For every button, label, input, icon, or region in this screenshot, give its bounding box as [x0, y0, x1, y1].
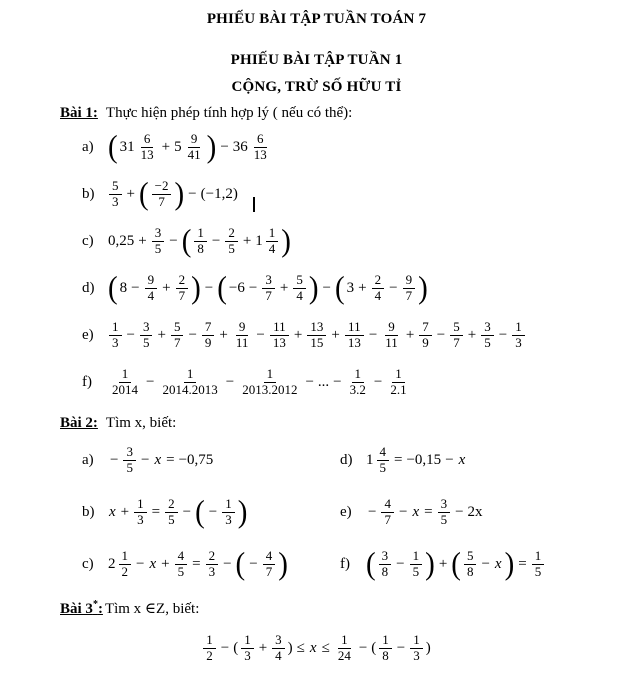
bai1-row-d[interactable] [82, 265, 633, 312]
operator: − [389, 280, 398, 296]
bai1-row-a[interactable] [82, 124, 633, 171]
fraction: $\frac{9}{11}$ [385, 319, 398, 350]
variable-x: x [154, 451, 162, 468]
open-paren: ( [108, 270, 118, 306]
fraction: $\frac{1}{2}$ [203, 633, 216, 663]
bai2-row-b[interactable] [82, 486, 340, 538]
fraction: $\frac{1}{5}$ [532, 549, 545, 579]
operator: + [258, 639, 268, 656]
item-label: f) [340, 555, 350, 572]
fraction: $\frac{1}{3}$ [410, 633, 423, 663]
close-paren: ) [174, 176, 185, 212]
open-paren: ( [138, 176, 149, 212]
bai2-row-d[interactable] [340, 434, 633, 486]
math-expression [107, 493, 248, 530]
operator: − [211, 233, 221, 249]
fraction: $\frac{4}{5}$ [377, 445, 390, 475]
bai1-label: Bài 1: [60, 105, 98, 121]
fraction: $\frac{1}{2014.2013}$ [162, 366, 218, 397]
math-expression [365, 445, 467, 475]
operator: + [126, 186, 135, 202]
fraction: $\frac{2}{3}$ [206, 549, 219, 579]
fraction: $\frac{1}{5}$ [410, 549, 423, 579]
operator: = [166, 451, 175, 468]
operator: + [331, 327, 340, 343]
operator: + [161, 555, 170, 572]
fraction: $\frac{6}{13}$ [253, 131, 267, 162]
fraction: $\frac{11}{13}$ [270, 320, 289, 350]
fraction: $\frac{1}{8}$ [379, 633, 392, 663]
operator: − [498, 327, 508, 343]
math-expression [107, 129, 272, 165]
bai2-items [82, 434, 633, 590]
open-paren: ( [181, 223, 192, 259]
close-paren: ) [191, 270, 201, 306]
math-text: 31 [119, 139, 135, 155]
operator: + [279, 280, 289, 296]
bai2-label: Bài 2: [60, 415, 98, 431]
operator: + [358, 280, 367, 296]
fraction: $\frac{5}{4}$ [293, 273, 306, 303]
operator: − [481, 555, 490, 572]
operator: − [455, 503, 464, 520]
operator: + [161, 139, 171, 155]
open-paren: ( [195, 493, 205, 530]
math-text: 0,25 [108, 233, 135, 249]
operator: − [220, 639, 230, 656]
math-text: ) [425, 639, 431, 656]
fraction: $\frac{3}{5}$ [481, 320, 494, 350]
operator: + [467, 327, 477, 343]
math-expression [107, 545, 289, 582]
operator: + [438, 555, 448, 572]
fraction: $\frac{2}{7}$ [176, 273, 189, 303]
item-label: e) [340, 503, 352, 520]
math-expression [107, 270, 429, 306]
fraction: $\frac{5}{8}$ [464, 549, 477, 579]
variable-x: x [309, 639, 317, 656]
bai3-instruction: Tìm x ∈Z, biết: [104, 601, 200, 617]
operator: − [131, 280, 140, 296]
fraction: $\frac{5}{7}$ [171, 320, 184, 350]
math-text: ) [287, 639, 293, 656]
math-text: 1 [366, 451, 374, 468]
item-label: c) [82, 555, 94, 572]
fraction: $\frac{1}{3}$ [134, 497, 147, 527]
math-text: ( [371, 639, 377, 656]
fraction: $\frac{9}{11}$ [235, 319, 249, 350]
math-expression [107, 320, 527, 350]
fraction: $\frac{1}{8}$ [194, 226, 207, 256]
item-label: d) [82, 280, 95, 296]
fraction: $\frac{1}{24}$ [337, 631, 351, 663]
math-expression [365, 497, 484, 527]
operator: − [225, 374, 235, 390]
operator: − [249, 555, 258, 572]
fraction: $\frac{2}{5}$ [225, 226, 238, 256]
item-label: f) [82, 374, 92, 390]
fraction: $\frac{3}{7}$ [262, 273, 275, 303]
bai2-row-e[interactable] [340, 486, 633, 538]
open-paren: ( [334, 270, 345, 306]
bai1-row-b[interactable] [82, 171, 633, 218]
math-expression [201, 633, 432, 663]
fraction: $\frac{3}{5}$ [152, 226, 165, 256]
math-expression [107, 367, 412, 397]
bai1-items [82, 124, 633, 406]
fraction: $\frac{3}{8}$ [379, 549, 392, 579]
bai3-row[interactable] [201, 626, 432, 670]
operator: + [157, 327, 166, 343]
bai3-label: Bài 3*: [60, 599, 103, 617]
operator: − [256, 327, 265, 343]
close-paren: ) [281, 223, 291, 259]
operator: − [223, 555, 232, 572]
math-text: −0,15 [406, 451, 442, 468]
open-paren: ( [235, 545, 246, 582]
fraction: $\frac{9}{41}$ [187, 131, 201, 162]
item-label: a) [82, 139, 94, 155]
operator: − [373, 374, 383, 390]
math-text: 36 [232, 139, 248, 155]
math-expression [107, 223, 292, 259]
math-text: 3 [346, 280, 355, 296]
math-text: −0,75 [178, 451, 214, 468]
fraction: $\frac{1}{3}$ [512, 320, 525, 350]
bai2-instruction: Tìm x, biết: [105, 415, 177, 431]
operator: = [518, 555, 527, 572]
operator: − [182, 503, 192, 520]
fraction: $\frac{1}{3}$ [241, 633, 254, 663]
operator: − [396, 639, 406, 656]
close-paren: ) [278, 545, 288, 582]
operator: + [293, 327, 303, 343]
fraction: $\frac{1}{2014}$ [112, 366, 138, 397]
operator: + [162, 280, 171, 296]
variable-x: x [149, 555, 157, 572]
operator: ≤ [296, 639, 305, 656]
fraction: $\frac{5}{7}$ [450, 320, 463, 350]
operator: − [396, 555, 405, 572]
fraction: $\frac{1}{3}$ [109, 320, 122, 350]
bai2-heading[interactable] [60, 415, 633, 432]
item-label: b) [82, 503, 95, 520]
math-text: ... [317, 374, 330, 390]
item-label: d) [340, 451, 353, 468]
math-text: 1 [255, 233, 263, 249]
bai1-row-f[interactable] [82, 359, 633, 406]
bai3-expression-wrap [0, 626, 633, 670]
fraction: $\frac{4}{7}$ [381, 497, 394, 527]
fraction: $\frac{9}{4}$ [145, 273, 158, 303]
operator: − [368, 327, 378, 343]
page-title: PHIẾU BÀI TẬP TUẦN TOÁN 7 [206, 11, 427, 27]
operator: = [394, 451, 403, 468]
page-subtitle: PHIẾU BÀI TẬP TUẦN 1 [230, 52, 403, 68]
fraction: $\frac{4}{7}$ [263, 549, 276, 579]
operator: − [208, 503, 218, 520]
fraction: $\frac{5}{3}$ [109, 179, 122, 209]
item-label: c) [82, 233, 94, 249]
math-text: (−1,2) [200, 186, 238, 202]
operator: − [188, 186, 197, 202]
open-paren: ( [217, 270, 227, 306]
math-text: 2 [108, 555, 116, 572]
bai2-row-a[interactable] [82, 434, 340, 486]
bai1-heading[interactable] [60, 105, 633, 122]
fraction: $\frac{9}{7}$ [403, 273, 416, 303]
math-text: 8 [119, 280, 128, 296]
operator: = [424, 503, 433, 520]
operator: − [110, 451, 119, 468]
close-paren: ) [418, 270, 428, 306]
operator: − [220, 139, 229, 155]
math-expression [107, 445, 214, 475]
math-text: 5 [174, 139, 182, 155]
operator: − [140, 451, 150, 468]
fraction: $\frac{1}{3}$ [222, 497, 235, 527]
close-paren: ) [425, 545, 435, 582]
fraction: $\frac{1}{2.1}$ [390, 366, 407, 397]
operator: + [405, 327, 415, 343]
item-label: a) [82, 451, 94, 468]
operator: + [242, 233, 252, 249]
operator: + [219, 327, 228, 343]
operator: − [146, 374, 155, 390]
bai2-row-f[interactable] [340, 538, 633, 590]
operator: + [138, 233, 147, 249]
bai2-row-c[interactable] [82, 538, 340, 590]
star-superscript: * [92, 599, 98, 610]
fraction: $\frac{1}{2}$ [119, 549, 132, 579]
variable-x: x [458, 451, 466, 468]
operator: = [192, 555, 201, 572]
operator: − [368, 503, 377, 520]
operator: − [333, 374, 342, 390]
fraction: $\frac{3}{5}$ [123, 445, 136, 475]
open-paren: ( [366, 545, 376, 582]
fraction: $\frac{1}{2013.2012}$ [242, 366, 298, 397]
open-paren: ( [108, 129, 118, 165]
close-paren: ) [504, 545, 515, 582]
page-topic: CỘNG, TRỪ SỐ HỮU TỈ [231, 79, 402, 95]
operator: − [136, 555, 145, 572]
fraction: $\frac{2}{5}$ [165, 497, 178, 527]
operator: ≤ [321, 639, 330, 656]
close-paren: ) [308, 270, 319, 306]
open-paren: ( [451, 545, 461, 582]
fraction: $\frac{1}{4}$ [266, 226, 279, 256]
fraction: $\frac{-2}{7}$ [152, 179, 172, 209]
operator: − [126, 327, 135, 343]
fraction: $\frac{13}{15}$ [307, 320, 326, 350]
fraction: $\frac{3}{5}$ [140, 320, 153, 350]
math-text: −6 [228, 280, 245, 296]
fraction: $\frac{1}{3.2}$ [349, 366, 366, 397]
operator: − [188, 327, 197, 343]
bai1-row-e[interactable] [82, 312, 633, 359]
fraction: $\frac{7}{9}$ [419, 320, 432, 350]
item-label: e) [82, 327, 94, 343]
operator: − [436, 327, 446, 343]
variable-x: x [494, 555, 502, 572]
fraction: $\frac{3}{5}$ [438, 497, 451, 527]
math-text: 2x [467, 503, 483, 520]
operator: − [305, 374, 314, 390]
operator: − [169, 233, 178, 249]
fraction: $\frac{3}{4}$ [272, 633, 285, 663]
fraction: $\frac{7}{9}$ [202, 320, 215, 350]
variable-x: x [109, 503, 116, 520]
operator: − [358, 639, 368, 656]
text-caret [253, 197, 255, 212]
close-paren: ) [237, 493, 248, 530]
operator: − [398, 503, 408, 520]
bai3-heading[interactable] [60, 599, 633, 618]
item-label: b) [82, 186, 95, 202]
variable-x: x [412, 503, 420, 520]
operator: − [322, 280, 331, 296]
math-expression [107, 176, 255, 212]
fraction: $\frac{4}{5}$ [175, 549, 188, 579]
operator: − [248, 280, 258, 296]
math-text: ( [233, 639, 239, 656]
close-paren: ) [206, 129, 217, 165]
math-expression [365, 545, 546, 582]
operator: − [445, 451, 454, 468]
bai1-row-c[interactable] [82, 218, 633, 265]
bai1-instruction: Thực hiện phép tính hợp lý ( nếu có thể): [105, 105, 353, 121]
fraction: $\frac{6}{13}$ [140, 131, 154, 162]
operator: = [151, 503, 161, 520]
operator: − [204, 280, 214, 296]
fraction: $\frac{11}{13}$ [345, 320, 364, 350]
fraction: $\frac{2}{4}$ [372, 273, 385, 303]
operator: + [120, 503, 130, 520]
